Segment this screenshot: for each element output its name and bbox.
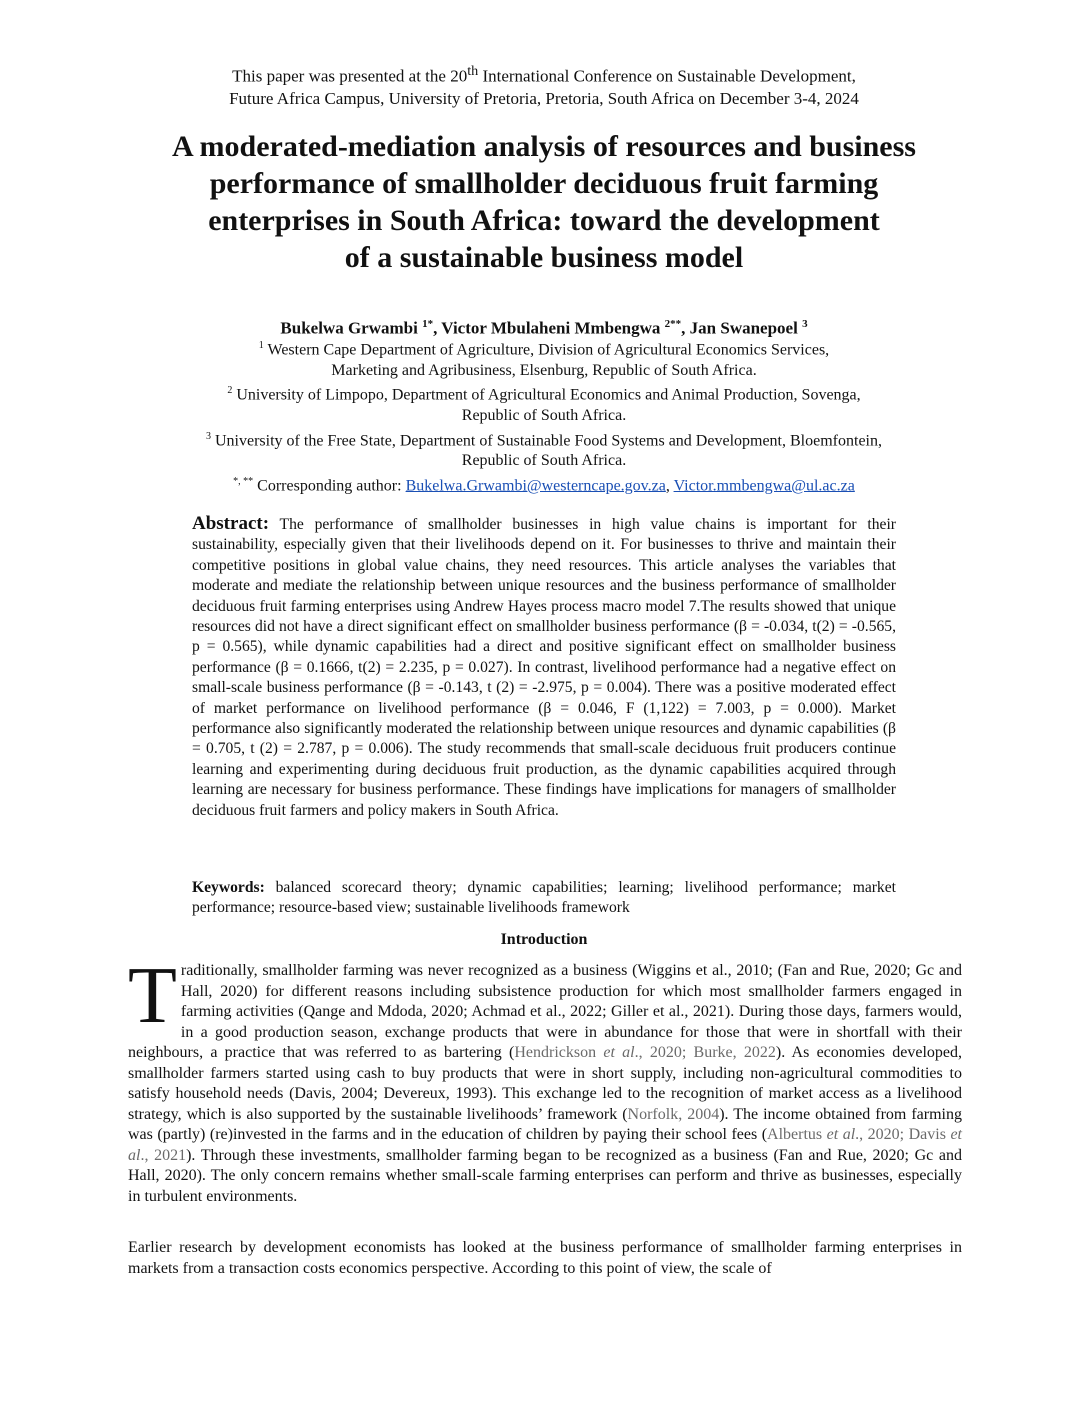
conference-note-line-2: Future Africa Campus, University of Pretoria, Pretoria, South Africa on December 3-4, 2024 (229, 88, 859, 108)
section-heading: Introduction (500, 931, 588, 948)
author-marker: 1* (422, 318, 434, 330)
author-marker: 2** (664, 318, 682, 330)
abstract-label: Abstract: (192, 513, 270, 534)
affiliation-3-cont: Republic of South Africa. (461, 452, 627, 470)
title-line: enterprises in South Africa: toward the development (208, 204, 880, 237)
email-link-2[interactable]: Victor.mmbengwa@ul.ac.za (673, 477, 855, 495)
title-line: of a sustainable business model (344, 241, 744, 274)
author-marker: 3 (802, 318, 808, 330)
affiliation-1-cont: Marketing and Agribusiness, Elsenburg, Republic of South Africa. (331, 361, 757, 379)
intro-paragraph: Traditionally, smallholder farming was never recognized as a business (Wiggins et al., 2010; (Fan and Rue, 2020; Gc and Hall, 2020) for different reasons including subsistence production for which most smallholder farmers engaged in farming activities (Qange and Mdoda, 2020; Achmad et al., 2022; Giller et al., 2021). During those days, farmers would, in a good production season, exchange products that were in abundance for those that were in shortfall with their neighbours, a practice that was referred to as bartering (Hendrickson et al., 2020; Burke, 2022). As economies developed, smallholder farmers started using cash to buy products that were in short supply, including non-agricultural commodities to satisfy household needs (Davis, 2004; Devereux, 1993). This exchange led to the recognition of market access as a livelihood strategy, which is also supported by the sustainable livelihoods’ framework (Norfolk, 2004). The income obtained from farming was (partly) (re)invested in the farms and in the education of children by paying their school fees (Albertus et al., 2020; Davis et al., 2021). Through these investments, smallholder farming began to be recognized as a business (Fan and Rue, 2020; Gc and Hall, 2020). The only concern remains whether small-scale farming enterprises can perform and thrive as businesses, especially in turbulent environments. (128, 952, 963, 1205)
author-name: Victor Mbulaheni Mmbengwa (441, 318, 665, 338)
author-name: Bukelwa Grwambi (280, 318, 423, 338)
paper-title (110, 128, 978, 276)
conference-note-line-1: This paper was presented at the 20th International Conference on Sustainable Development, (232, 63, 856, 86)
keywords-label: Keywords: (192, 879, 265, 896)
title-line: performance of smallholder deciduous fruit farming (209, 167, 879, 200)
conference-note (0, 60, 1088, 110)
corresponding-author: *, ** Corresponding author: Bukelwa.Grwambi@westerncape.gov.za, Victor.mmbengwa@ul.ac.za (233, 475, 855, 495)
abstract (192, 514, 896, 821)
keywords-text: balanced scorecard theory; dynamic capabilities; learning; livelihood performance; market performance; resource-based view; sustainable livelihoods framework (192, 879, 896, 917)
affiliation-2-cont: Republic of South Africa. (461, 407, 627, 425)
email-link-1[interactable]: Bukelwa.Grwambi@westerncape.gov.za (405, 477, 666, 495)
affiliation-3: $^3$ University of the Free State, Department of Sustainable Food Systems and Development, Bloemfontein, (206, 430, 882, 449)
author-name: Jan Swanepoel (689, 318, 803, 338)
affiliations (0, 336, 1088, 497)
author-list: Bukelwa Grwambi $^{1*}$, Victor Mbulaheni Mmbengwa $^{2**}$, Jan Swanepoel $^3$ (280, 318, 808, 338)
title-line: A moderated-mediation analysis of resources and business (172, 130, 916, 163)
affiliation-2: $^2$ University of Limpopo, Department of Agricultural Economics and Animal Production, Sovenga, (227, 385, 861, 404)
keywords (192, 878, 896, 919)
affiliation-1: $^1$ Western Cape Department of Agriculture, Division of Agricultural Economics Services, (258, 340, 830, 359)
drop-cap: T (128, 952, 177, 1040)
citation: Hendrickson et al., 2020; Burke, 2022 (514, 1044, 776, 1061)
citation: Norfolk, 2004 (627, 1105, 720, 1123)
body-paragraph: Earlier research by development economists has looked at the business performance of smallholder farming enterprises in markets from a transaction costs economics perspective. According to this point of view, the scale of (128, 1239, 962, 1277)
citation: Albertus et al., 2020; Davis et al., 2021 (128, 1126, 962, 1164)
abstract-text: The performance of smallholder businesses in high value chains is important for their sustainability, especially given that their livelihoods depend on it. For businesses to thrive and maintain their competitive positions in global value chains, they need resources. This article analyses the variables that moderate and mediate the relationship between unique resources and the business performance of smallholder deciduous fruit farming enterprises using Andrew Hayes process macro model 7.The results showed that unique resources did not have a direct significant effect on smallholder business performance (β = -0.034, t(2) = -0.565, p = 0.565), while dynamic capabilities had a direct and positive significant effect on smallholder business performance (β = 0.1666, t(2) = 2.235, p = 0.027). In contrast, livelihood performance had a negative effect on small-scale business performance (β = -0.143, t (2) = -2.975, p = 0.004). There was a positive moderated effect of market performance on livelihood performance (β = 0.046, F (1,122) = 7.003, p = 0.000). Market performance also significantly moderated the relationship between unique resources and dynamic capabilities (β = 0.705, t (2) = 2.787, p = 0.006). The study recommends that small-scale deciduous fruit producers continue learning and experimenting during deciduous fruit production, as the dynamic capabilities acquired through learning are necessary for business performance. These findings have implications for managers of smallholder deciduous fruit farmers and policy makers in South Africa. (192, 516, 896, 819)
